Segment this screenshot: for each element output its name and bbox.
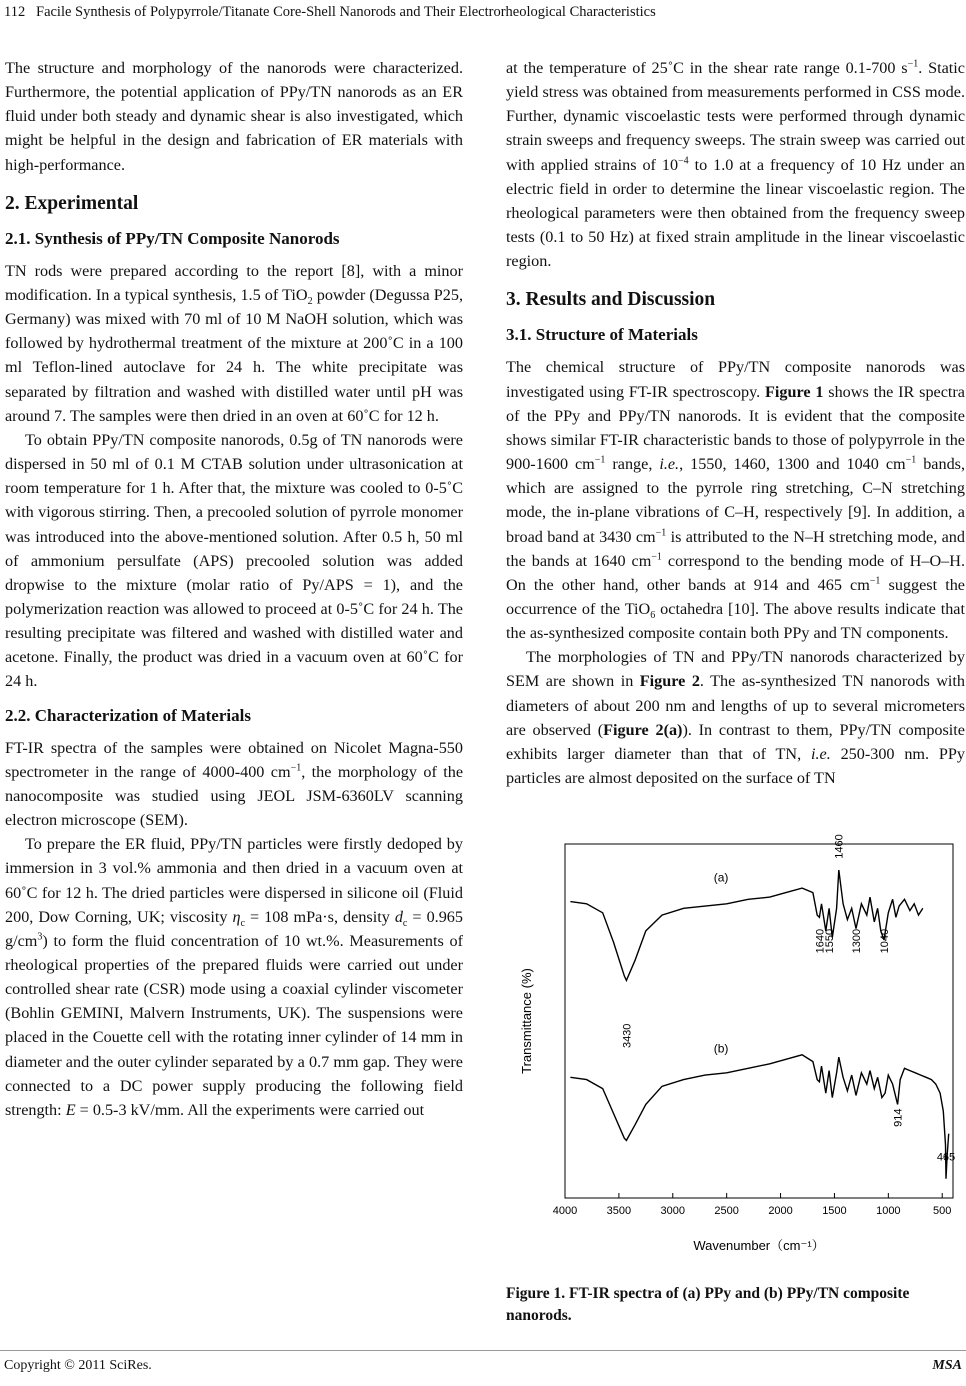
x-tick-label: 500: [933, 1205, 952, 1217]
journal-abbrev: MSA: [932, 1358, 962, 1373]
figure-1-reference: Figure 1: [765, 382, 824, 401]
footer-rule: [0, 1350, 966, 1351]
figure-2a-reference: Figure 2(a): [603, 720, 683, 739]
paragraph-2-2-b: To prepare the ER fluid, PPy/TN particles were firstly dedoped by immersion in 3 vol.% ammonia and then dried in a vacuum oven at 60˚C for 12 h. The dried particles were dispersed in silicone oil (Fluid 200, Dow Corning, UK; viscosity $\eta_c = 108$ mPa·s, density $d_c = 0.965$ $g/cm^3$) to form the fluid concentration of 10 wt.%. Measurements of rheological properties of the prepared fluids were carried out under controlled shear rate (CSR) mode using a coaxial cylinder viscometer (Bohlin GEMINI, Malvern Instruments, UK). The suspensions were placed in the Couette cell with the rotating inner cylinder of 14 mm in diameter and the outer cylinder separated by a 0.7 mm gap. They were connected to a DC power supply producing the following field strength: E = 0.5-3 kV/mm. All the experiments were carried out: [5, 835, 463, 1119]
running-header: [0, 4, 966, 26]
series-line-a: [570, 870, 922, 980]
copyright: Copyright © 2011 SciRes.: [4, 1358, 152, 1373]
ftir-chart: [515, 824, 965, 1274]
series-label: (b): [713, 1041, 729, 1056]
running-title: Facile Synthesis of Polypyrrole/Titanate Core-Shell Nanorods and Their Electrorheological Characteristics: [36, 4, 656, 20]
peak-label: 465: [936, 1151, 956, 1164]
peak-label: 1640: [814, 928, 827, 954]
section-2-heading: 2. Experimental: [5, 192, 139, 214]
section-2-2-heading: 2.2. Characterization of Materials: [5, 705, 251, 725]
page-number: 112: [4, 4, 26, 20]
right-column: [506, 56, 965, 790]
paragraph-2-1-a: TN rods were prepared according to the report [8], with a minor modification. In a typical synthesis, 1.5 of TiO$_2$ powder (Degussa P25, Germany) was mixed with 70 ml of 10 M NaOH solution, which was followed by hydrothermal treatment of the mixture at 200˚C in a 100 ml Teflon-lined autoclave for 24 h. The white precipitate was separated by filtration and washed with distilled water until pH was around 7. The samples were then dried in an oven at 60˚C for 12 h.: [5, 261, 463, 425]
peak-label: 1040: [879, 928, 892, 954]
peak-label: 3430: [621, 1023, 634, 1049]
paragraph-continued: at the temperature of 25˚C in the shear rate range 0.1-700 $s^{-1}$. Static yield stress was obtained from measurements performed in CSS mode. Further, dynamic viscoelastic tests were performed through dynamic strain sweeps and frequency sweeps. The strain sweep was carried out with applied strains of $10^{-4}$ to 1.0 at a frequency of 10 Hz under an electric field in order to determine the linear viscoelastic region. The rheological parameters were then obtained from the frequency sweep tests (0.1 to 50 Hz) at fixed strain amplitude in the linear viscoelastic region.: [506, 58, 965, 271]
intro-paragraph: The structure and morphology of the nanorods were characterized. Furthermore, the potential application of PPy/TN nanorods as an ER fluid under both steady and dynamic shear is also investigated, which might be helpful in the design and fabrication of ER materials with high-performance.: [5, 59, 463, 174]
section-3-1-heading: 3.1. Structure of Materials: [506, 325, 698, 345]
paragraph-2-2-a: FT-IR spectra of the samples were obtained on Nicolet Magna-550 spectrometer in the range of 4000-400 $cm^{-1}$, the morphology of the nanocomposite was studied using JEOL JSM-6360LV scanning electron microscope (SEM).: [5, 738, 464, 830]
x-tick-label: 4000: [552, 1205, 578, 1217]
x-tick-label: 3500: [606, 1205, 632, 1217]
section-3-heading: 3. Results and Discussion: [506, 289, 716, 311]
series-label: (a): [713, 870, 729, 885]
left-column: [5, 56, 463, 1122]
x-tick-label: 1000: [876, 1205, 901, 1217]
paragraph-3-1-a: The chemical structure of PPy/TN composite nanorods was investigated using FT-IR spectroscopy. Figure 1 shows the IR spectra of the PPy and PPy/TN nanorods. It is evident that the composite shows similar FT-IR characteristic bands to those of polypyrrole in the 900-1600 $cm^{-1}$ range, i.e., 1550, 1460, 1300 and 1040 $cm^{-1}$ bands, which are assigned to the pyrrole ring stretching, C–N stretching mode, the in-plane vibrations of C–H, respectively [9]. In addition, a broad band at 3430 $cm^{-1}$ is attributed to the N–H stretching mode, and the bands at 1640 $cm^{-1}$ correspond to the bending mode of H–O–H. On the other hand, other bands at 914 and 465 $cm^{-1}$ suggest the occurrence of the TiO$_6$ octahedra [10]. The above results indicate that the as-synthesized composite contain both PPy and TN components.: [506, 358, 966, 643]
section-2-1-heading: 2.1. Synthesis of PPy/TN Composite Nanorods: [5, 228, 340, 248]
x-tick-label: 1500: [822, 1205, 847, 1217]
ftir-figure: [515, 824, 965, 1274]
figure-2-reference: Figure 2: [639, 672, 700, 691]
paragraph-3-1-b: The morphologies of TN and PPy/TN nanorods characterized by SEM are shown in Figure 2. The as-synthesized TN nanorods with diameters of about 200 nm and lengths of up to several micrometers are observed (Figure 2(a)). In contrast to them, PPy/TN composite exhibits larger diameter than that of TN, i.e. 250-300 nm. PPy particles are almost deposited on the surface of TN: [506, 648, 965, 788]
x-tick-label: 2500: [714, 1205, 739, 1217]
x-axis-label: Wavenumber（cm⁻¹）: [693, 1238, 825, 1253]
peak-label: 1300: [851, 928, 863, 954]
x-tick-label: 3000: [660, 1205, 686, 1217]
y-axis-label: Transmittance (%): [519, 968, 534, 1074]
x-tick-label: 2000: [768, 1205, 793, 1217]
footer: [4, 1358, 962, 1374]
peak-label: 1550: [824, 928, 837, 954]
figure-caption: Figure 1. FT-IR spectra of (a) PPy and (b) PPy/TN composite nanorods.: [506, 1285, 910, 1324]
peak-label: 1460: [833, 834, 846, 859]
peak-label: 914: [892, 1108, 905, 1127]
paragraph-2-1-b: To obtain PPy/TN composite nanorods, 0.5g of TN nanorods were dispersed in 50 ml of 0.1 M CTAB solution under ultrasonication at room temperature for 1 h. After that, the mixture was cooled to 0-5˚C with vigorous stirring. Then, a precooled solution of pyrrole monomer was introduced into the above-mentioned solution. After 0.5 h, 50 ml of ammonium persulfate (APS) precooled solution was added dropwise to the mixture (molar ratio of Py/APS = 1), and the polymerization reaction was allowed to proceed at 0-5˚C for 24 h. The resulting precipitate was filtered and washed with distilled water and acetone. Finally, the product was dried in a vacuum oven at 60˚C for 24 h.: [5, 430, 463, 691]
plot-frame: [565, 844, 956, 1198]
